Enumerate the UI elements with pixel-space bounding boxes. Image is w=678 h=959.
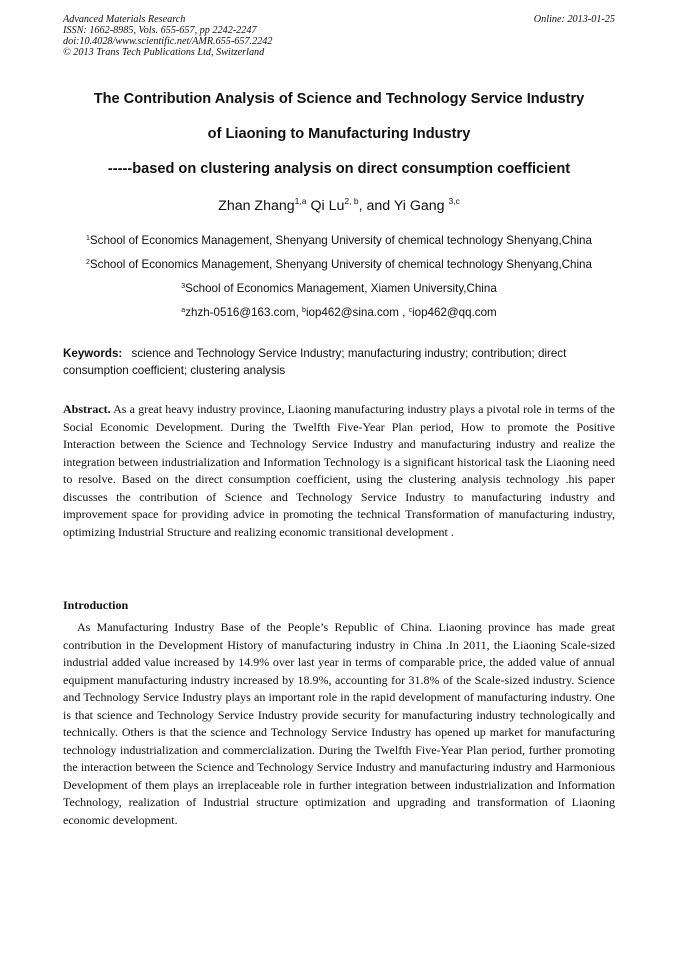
email-address: zhzh-0516@163.com, (185, 306, 303, 319)
affiliation-2 (20, 258, 658, 271)
keywords-label: Keywords: (63, 347, 123, 360)
email-mark: c (408, 307, 413, 314)
author-emails (20, 306, 658, 319)
affiliation-1 (20, 234, 658, 247)
journal-header (63, 14, 615, 58)
email-mark: a (181, 307, 186, 314)
affiliation-mark: 2 (86, 259, 90, 266)
email-mark: b (302, 307, 306, 314)
affiliation-mark: 3 (181, 283, 186, 290)
email-address: iop462@qq.com (412, 306, 497, 319)
copyright-line: © 2013 Trans Tech Publications Ltd, Switzerland (63, 47, 265, 58)
affiliation-mark: 1 (86, 235, 90, 242)
author-separator: , and (358, 198, 394, 214)
author-list (40, 196, 638, 214)
paper-title-line-1: The Contribution Analysis of Science and Technology Service Industry (93, 91, 585, 107)
abstract-block (63, 401, 615, 541)
online-date: Online: 2013-01-25 (533, 14, 615, 25)
journal-name: Advanced Materials Research (63, 14, 186, 25)
paper-title-line-2: of Liaoning to Manufacturing Industry (207, 126, 471, 142)
author-affiliation-mark: 1,a (294, 196, 307, 206)
doi-line: doi:10.4028/www.scientific.net/AMR.655-657.2242 (63, 36, 273, 47)
keywords-text: science and Technology Service Industry; manufacturing industry; contribution; direct consumption coefficient; clustering analysis (63, 347, 567, 377)
abstract-label: Abstract. (63, 402, 111, 416)
affiliation-text: School of Economics Management, Shenyang University of chemical technology Shenyang,China (89, 258, 592, 271)
introduction-paragraph: As Manufacturing Industry Base of the People’s Republic of China. Liaoning province has made great contribution in the Development History of manufacturing industry in China .In 2011, the Liaoning Scale-sized industrial added value increased by 14.9% over last year in terms of comparable price, the added value of annual equipment manufacturing industry increased by 18.9%, accounting for 31.8% of the Scale-sized industry. Science and Technology Service Industry plays an important role in the rapid development of manufacturing industry. One is that science and Technology Service Industry provide security for manufacturing industry technologically and technically. Others is that the science and Technology Service Industry has opened up market for manufacturing technology industrialization and commercialization. During the Twelfth Five-Year Plan period, further promoting the interaction between the Science and Technology Service Industry and manufacturing industry and Harmonious Development of them plays an irreplaceable role in further integration between industrialization and Information Technology, realization of Industrial structure optimization and upgrading and transformation of Liaoning economic development. (63, 620, 615, 827)
affiliation-text: School of Economics Management, Xiamen University,China (185, 282, 497, 295)
author-affiliation-mark: 3,c (448, 196, 460, 206)
affiliation-text: School of Economics Management, Shenyang University of chemical technology Shenyang,China (89, 234, 592, 247)
issn-line: ISSN: 1662-8985, Vols. 655-657, pp 2242-2247 (63, 25, 257, 36)
author-name: Zhan Zhang (218, 198, 295, 214)
author-affiliation-mark: 2, b (344, 196, 359, 206)
paper-subtitle: -----based on clustering analysis on direct consumption coefficient (107, 161, 571, 177)
author-name: Qi Lu (310, 198, 345, 214)
email-address: iop462@sina.com , (305, 306, 409, 319)
affiliation-3 (20, 282, 658, 295)
author-name: Yi Gang (393, 198, 449, 214)
introduction-heading: Introduction (63, 598, 129, 612)
keywords-block (63, 345, 615, 379)
abstract-text: As a great heavy industry province, Liaoning manufacturing industry plays a pivotal role in terms of the Social Economic Development. During the Twelfth Five-Year Plan period, How to promote the Positive Interaction between the Science and Technology Service Industry and manufacturing industry and realize the integration between industrialization and Information Technology is a significant historical task the Liaoning need to resolve. Based on the direct consumption coefficient, using the clustering analysis technology .his paper discusses the contribution of Science and Technology Service Industry to manufacturing industry and improvement space for providing advice in promoting the technical Transformation of manufacturing industry, optimizing Industrial Structure and realizing economic transitional development . (63, 402, 615, 539)
